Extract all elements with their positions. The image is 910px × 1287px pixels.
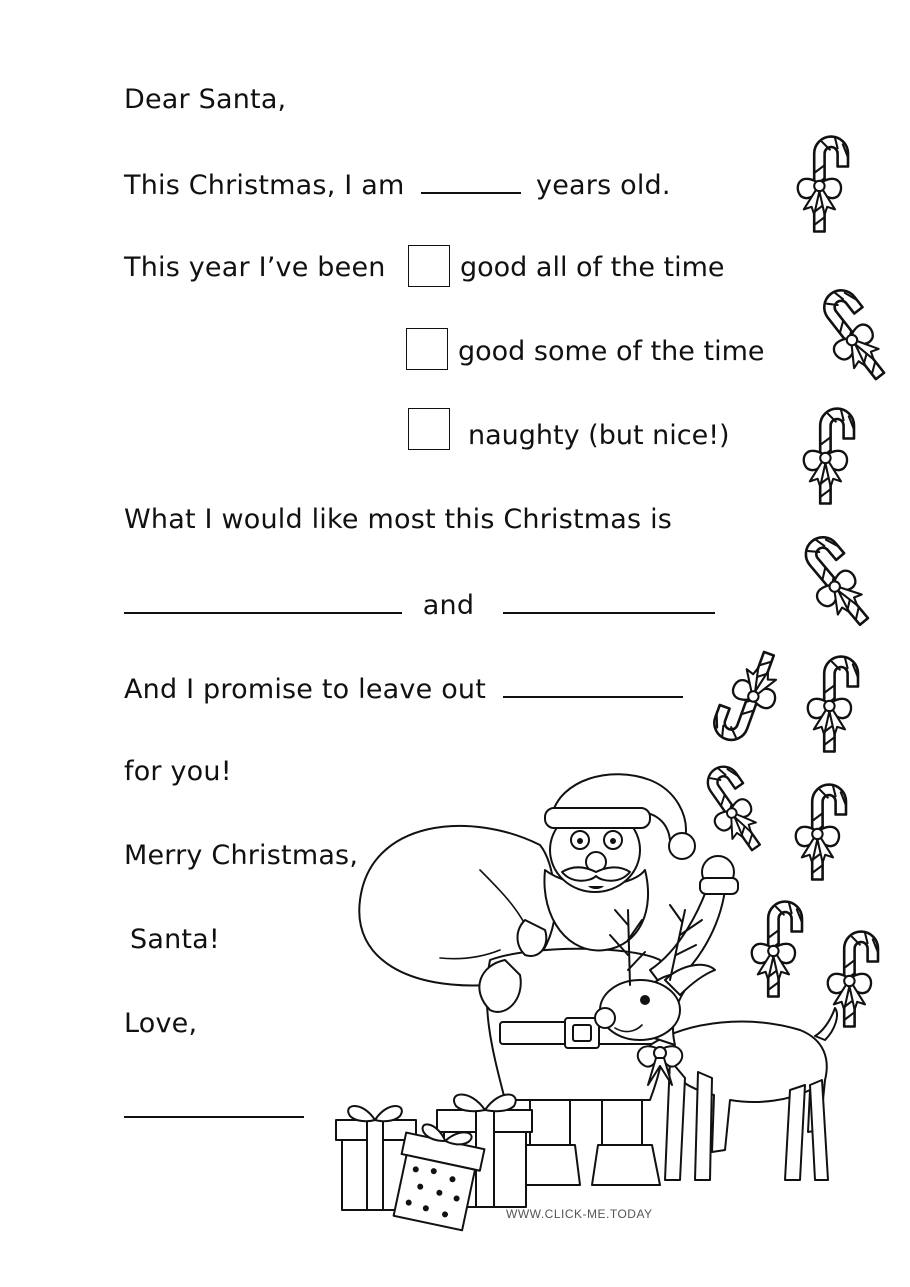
greeting-text: Dear Santa, [124,84,287,115]
merry-christmas-text: Merry Christmas, [124,840,359,871]
wish-line: What I would like most this Christmas is [124,504,673,535]
website-footer: WWW.CLICK-ME.TODAY [506,1207,653,1221]
wish-connector: and [422,590,475,621]
candy-cane-icon [838,318,839,319]
age-suffix: years old. [536,170,671,201]
promise-blank[interactable] [503,672,683,698]
checkbox-good-some[interactable] [406,328,448,370]
promise-line [124,672,683,705]
candy-cane-icon [822,160,823,161]
behavior-prefix: This year I’ve been [124,252,386,283]
santa-text: Santa! [130,924,220,955]
age-prefix: This Christmas, I am [124,170,405,201]
age-blank[interactable] [421,168,521,194]
age-line [124,168,671,201]
love-text: Love, [124,1008,198,1039]
candy-cane-icon [742,720,743,721]
signature-line [124,1092,304,1125]
signature-blank[interactable] [124,1092,304,1118]
candy-cane-icon [828,432,829,433]
promise-prefix: And I promise to leave out [124,674,487,705]
gift-boxes-illustration [332,1080,542,1230]
wish-blank-1[interactable] [124,588,402,614]
candy-cane-icon [820,565,821,566]
checkbox-good-all[interactable] [408,245,450,287]
wish-blanks-line [124,588,715,621]
wish-blank-2[interactable] [503,588,715,614]
option-good-some-label: good some of the time [458,336,765,367]
checkbox-naughty[interactable] [408,408,450,450]
for-you-text: for you! [124,756,232,787]
candy-cane-icon [832,680,833,681]
candy-cane-icon [852,955,853,956]
option-good-all-label: good all of the time [460,252,725,283]
option-naughty-label: naughty (but nice!) [468,420,730,451]
